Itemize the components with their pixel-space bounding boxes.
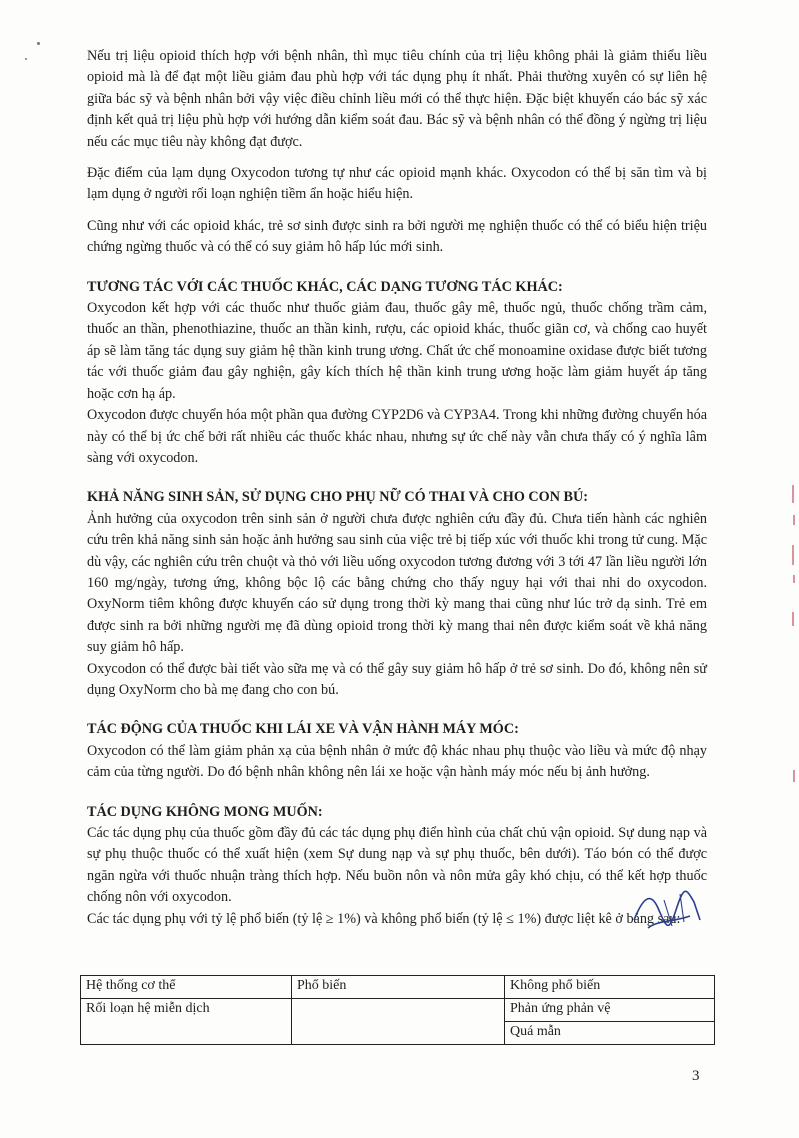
paragraph: Oxycodon kết hợp với các thuốc như thuốc giảm đau, thuốc gây mê, thuốc ngủ, thuốc chống trầm cảm, thuốc an thần, phenothiazine, thuốc an thần kinh, rượu, các opioid khác, thuốc giãn cơ, và chống cao huyết áp sẽ làm tăng tác dụng suy giảm hệ thần kinh trung ương. Chất ức chế monoamine oxidase được biết tương tác với thuốc giảm đau gây nghiện, gây kích thích hệ thần kinh trung ương hoặc làm giảm huyết áp tăng hoặc cơn hạ áp. xyxy=(87,300,707,402)
edge-mark xyxy=(792,545,794,565)
section-heading: KHẢ NĂNG SINH SẢN, SỬ DỤNG CHO PHỤ NỮ CÓ THAI VÀ CHO CON BÚ: xyxy=(87,489,588,506)
paragraph: Oxycodon có thể làm giảm phản xạ của bệnh nhân ở mức độ khác nhau phụ thuộc vào liều và mức độ nhạy cảm của từng người. Do đó bệnh nhân không nên lái xe hoặc vận hành máy móc nếu bị ảnh hưởng. xyxy=(87,742,707,781)
edge-mark xyxy=(793,515,795,525)
table-cell: Rối loạn hệ miễn dịch xyxy=(81,999,292,1022)
paragraph: Ảnh hưởng của oxycodon trên sinh sản ở người chưa được nghiên cứu đầy đủ. Chưa tiến hành các nghiên cứu trên khả năng sinh sản hoặc ảnh hưởng sau sinh của việc trẻ bị tiếp xúc với thuốc khi trong tử cung. Mặc dù vậy, các nghiên cứu trên chuột và thỏ với liều uống oxycodon tương đương với 3 tới 47 lần liều người lớn 160 mg/ngày, tương ứng, không bộc lộ các bằng chứng cho thấy nguy hại với thai nhi do oxycodon. OxyNorm tiêm không được khuyến cáo sử dụng trong thời kỳ mang thai cũng như lúc trở dạ sinh. Trẻ em được sinh ra bởi những người mẹ đã dùng opioid trong thời kỳ mang thai nên được kiểm soát về khả năng suy giảm hô hấp. xyxy=(87,510,707,656)
section-heading: TÁC DỤNG KHÔNG MONG MUỐN: xyxy=(87,803,323,820)
document-body xyxy=(87,46,707,930)
page-number: 3 xyxy=(692,1068,700,1084)
scan-dot xyxy=(25,58,27,60)
edge-mark xyxy=(792,485,794,503)
table-cell xyxy=(292,1022,505,1045)
table-row xyxy=(81,1022,715,1045)
section-heading: TÁC ĐỘNG CỦA THUỐC KHI LÁI XE VÀ VẬN HÀNH MÁY MÓC: xyxy=(87,721,519,738)
paragraph: Đặc điểm của lạm dụng Oxycodon tương tự như các opioid mạnh khác. Oxycodon có thể bị săn tìm và bị lạm dụng ở người rối loạn nghiện tiềm ẩn hoặc hiểu hiện. xyxy=(87,165,707,203)
section-heading: TƯƠNG TÁC VỚI CÁC THUỐC KHÁC, CÁC DẠNG TƯƠNG TÁC KHÁC: xyxy=(87,278,563,295)
table-cell xyxy=(292,999,505,1022)
table-cell xyxy=(81,1022,292,1045)
table-row xyxy=(81,999,715,1022)
table-cell: Quá mẫn xyxy=(505,1022,715,1045)
edge-mark xyxy=(793,575,795,583)
side-effects-table xyxy=(80,975,715,1045)
table-header-cell: Phổ biến xyxy=(292,976,505,999)
scan-dot xyxy=(37,42,40,45)
table-header-cell: Không phổ biến xyxy=(505,976,715,999)
paragraph: Nếu trị liệu opioid thích hợp với bệnh nhân, thì mục tiêu chính của trị liệu không phải là giảm thiểu liều opioid mà là để đạt một liều giảm đau phù hợp với tác dụng phụ ít nhất. Phải thường xuyên có sự liên hệ giữa bác sỹ và bệnh nhân bởi vậy việc điều chỉnh liều mới có thể thực hiện. Đặc biệt khuyến cáo bác sỹ xác định kết quả trị liệu phù hợp với hướng dẫn kiểm soát đau. Bác sỹ và bệnh nhân có thể đồng ý ngừng trị liệu nếu các mục tiêu này không đạt được. xyxy=(87,48,707,150)
table-cell: Phản ứng phản vệ xyxy=(505,999,715,1022)
paragraph: Các tác dụng phụ của thuốc gồm đầy đủ các tác dụng phụ điển hình của chất chủ vận opioid. Sự dung nạp và sự phụ thuộc thuốc có thể xuất hiện (xem Sự dung nạp và sự phụ thuốc, bên dưới). Táo bón có thể được ngăn ngừa với thuốc nhuận tràng thích hợp. Nếu buồn nôn và nôn mửa gây khó chịu, có thể kết hợp thuốc chống nôn với oxycodon. xyxy=(87,825,707,906)
table-header-cell: Hệ thống cơ thể xyxy=(81,976,292,999)
paragraph: Cũng như với các opioid khác, trẻ sơ sinh được sinh ra bởi người mẹ nghiện thuốc có thể có biểu hiện triệu chứng ngừng thuốc và có thể có suy giảm hô hấp lúc mới sinh. xyxy=(87,217,707,256)
table-header-row xyxy=(81,976,715,999)
paragraph: Oxycodon được chuyển hóa một phần qua đường CYP2D6 và CYP3A4. Trong khi những đường chuyển hóa này có thể bị ức chế bởi rất nhiều các thuốc khác nhau, nhưng sự ức chế này vẫn chưa thấy có ý nghĩa lâm sàng với oxycodon. xyxy=(87,407,707,466)
edge-mark xyxy=(792,612,794,626)
paragraph: Các tác dụng phụ với tỷ lệ phổ biến (tỷ lệ ≥ 1%) và không phổ biến (tỷ lệ ≤ 1%) được liệt kê ở bảng sau: xyxy=(87,910,681,927)
edge-mark xyxy=(793,770,795,782)
paragraph: Oxycodon có thể được bài tiết vào sữa mẹ và có thể gây suy giảm hô hấp ở trẻ sơ sinh. Do đó, không nên sử dụng OxyNorm cho bà mẹ đang cho con bú. xyxy=(87,660,707,698)
signature-scribble xyxy=(628,880,708,940)
